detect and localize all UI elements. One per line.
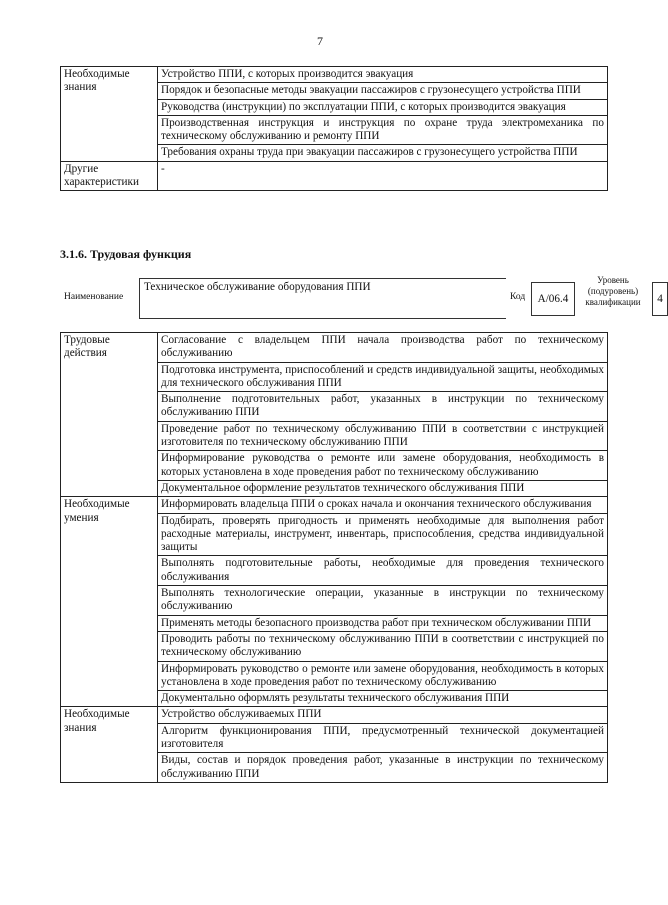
row-item: Применять методы безопасного производства работ при техническом обслуживании ППИ <box>158 615 608 631</box>
page-number: 7 <box>317 34 323 48</box>
row-item: Устройство обслуживаемых ППИ <box>158 707 608 723</box>
row-item: Информировать руководство о ремонте или замене оборудования, необходимость в которых установлена в ходе проведения работ по техническому обслуживанию <box>158 661 608 691</box>
table-body <box>61 333 608 783</box>
row-category: Необходимые умения <box>61 497 158 707</box>
row-item: Устройство ППИ, с которых производится эвакуация <box>158 67 608 83</box>
row-item: Требования охраны труда при эвакуации пассажиров с грузонесущего устройства ППИ <box>158 145 608 161</box>
knowledge-table <box>60 66 608 191</box>
row-item: Информировать владельца ППИ о сроках начала и окончания технического обслуживания <box>158 497 608 513</box>
function-code: A/06.4 <box>531 282 575 316</box>
name-label: Наименование <box>64 292 124 302</box>
row-item: Порядок и безопасные методы эвакуации пассажиров с грузонесущего устройства ППИ <box>158 83 608 99</box>
row-item: Документальное оформление результатов технического обслуживания ППИ <box>158 480 608 496</box>
table-body <box>61 67 608 191</box>
qualification-level: 4 <box>652 282 668 316</box>
row-item: Виды, состав и порядок проведения работ, указанные в инструкции по техническому обслуживанию ППИ <box>158 753 608 783</box>
function-name: Техническое обслуживание оборудования ППИ <box>139 278 506 319</box>
row-item: Подбирать, проверять пригодность и применять необходимые для выполнения работ расходные материалы, инструмент, инвентарь, приспособления, средства индивидуальной защиты <box>158 513 608 556</box>
table-row <box>61 67 608 83</box>
row-category: Необходимые знания <box>61 707 158 782</box>
table-row <box>61 161 608 191</box>
row-item: Выполнять технологические операции, указанные в инструкции по техническому обслуживанию <box>158 586 608 616</box>
table-row <box>61 707 608 723</box>
row-item: Информирование руководства о ремонте или замене оборудования, необходимость в которых установлена в ходе проведения работ по техническому обслуживанию <box>158 451 608 481</box>
row-item: Производственная инструкция и инструкция по охране труда электромеханика по техническому обслуживанию и ремонту ППИ <box>158 115 608 145</box>
row-item: - <box>158 161 608 191</box>
function-header <box>60 275 663 322</box>
row-item: Документально оформлять результаты технического обслуживания ППИ <box>158 691 608 707</box>
row-item: Подготовка инструмента, приспособлений и средств индивидуальной защиты, необходимых для технического обслуживания ППИ <box>158 362 608 392</box>
code-label: Код <box>510 292 526 302</box>
row-item: Согласование с владельцем ППИ начала производства работ по техническому обслуживанию <box>158 333 608 363</box>
table-row <box>61 497 608 513</box>
row-item: Руководства (инструкции) по эксплуатации ППИ, с которых производится эвакуация <box>158 99 608 115</box>
row-category: Другие характеристики <box>61 161 158 191</box>
row-item: Проводить работы по техническому обслуживанию ППИ в соответствии с инструкцией по техническому обслуживанию <box>158 631 608 661</box>
function-table <box>60 332 608 783</box>
row-item: Выполнять подготовительные работы, необходимые для проведения технического обслуживания <box>158 556 608 586</box>
row-item: Выполнение подготовительных работ, указанных в инструкции по техническому обслуживанию ППИ <box>158 392 608 422</box>
row-category: Трудовые действия <box>61 333 158 497</box>
level-label: Уровень (подуровень) квалификации <box>585 275 641 307</box>
section-title: 3.1.6. Трудовая функция <box>60 247 192 261</box>
table-row <box>61 333 608 363</box>
row-item: Проведение работ по техническому обслуживанию ППИ в соответствии с инструкцией изготовителя по техническому обслуживанию ППИ <box>158 421 608 451</box>
row-category: Необходимые знания <box>61 67 158 162</box>
row-item: Алгоритм функционирования ППИ, предусмотренный технической документацией изготовителя <box>158 723 608 753</box>
